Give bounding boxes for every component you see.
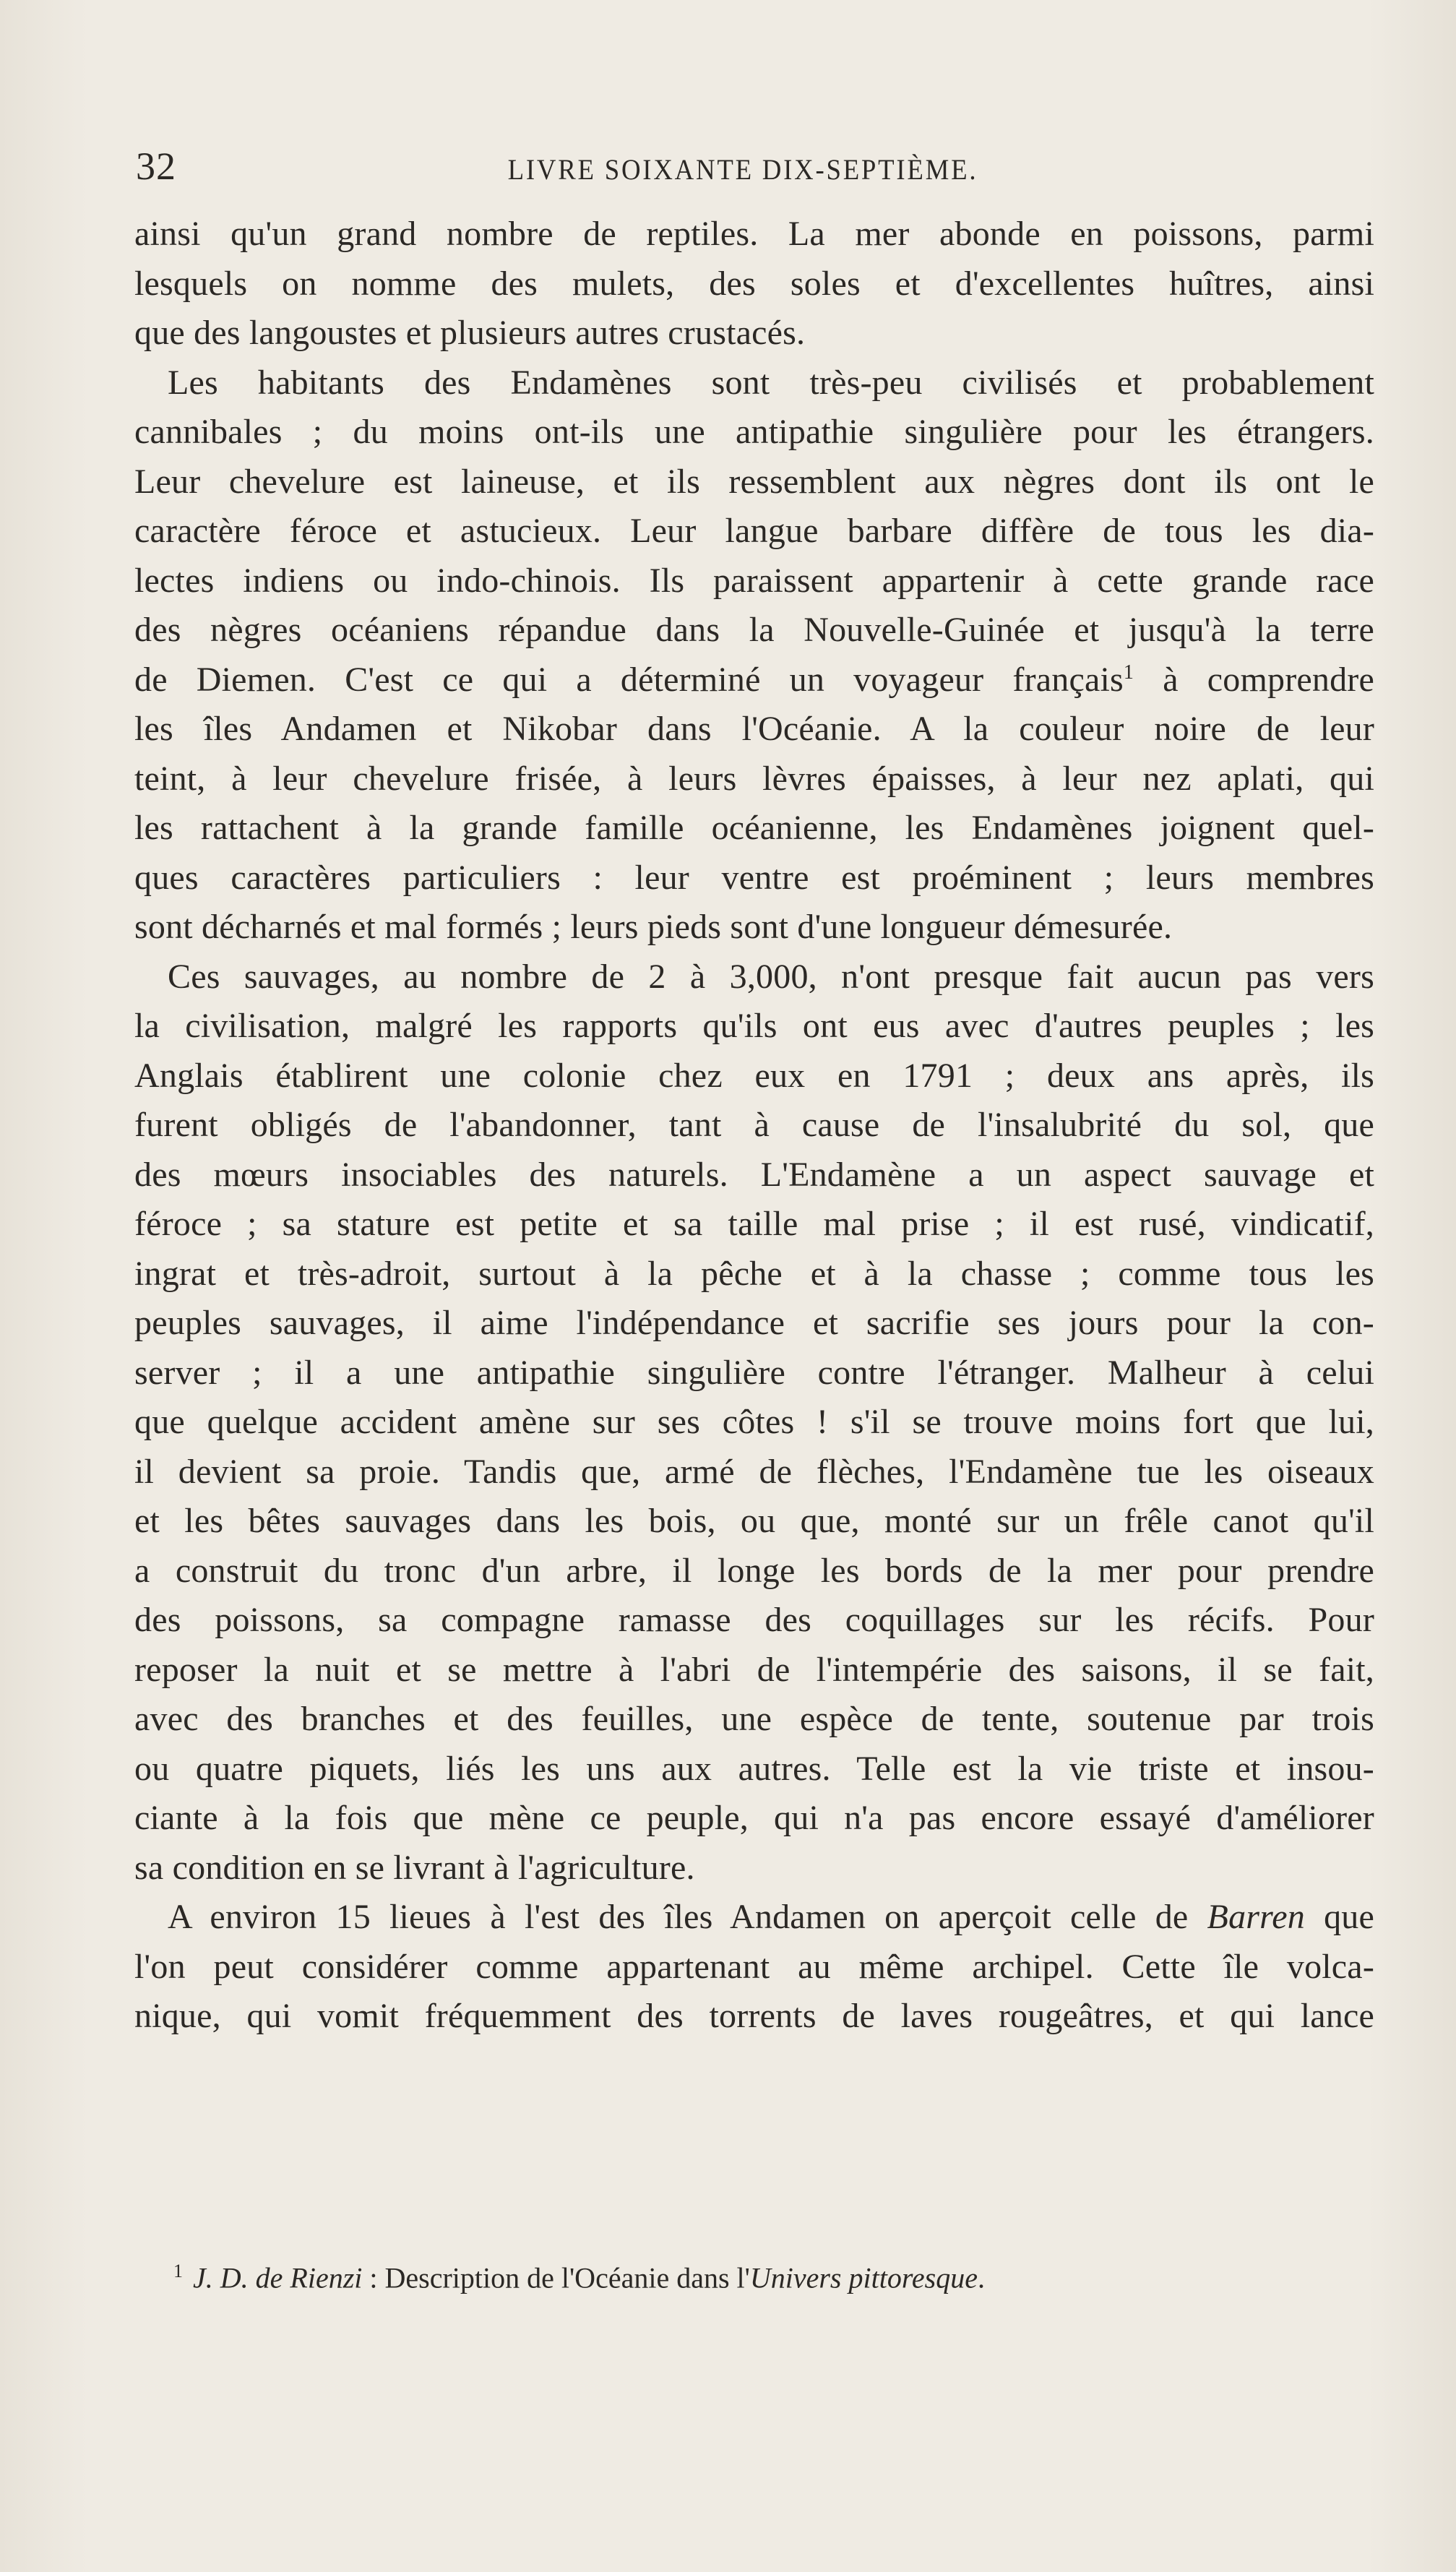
text-line-continuation: que — [1304, 1898, 1374, 1936]
text-line-content: teint, à leur chevelure frisée, à leurs lèvres épaisses, à leur nez aplati, qui — [134, 759, 1374, 798]
footnote-mark: 1 — [173, 2261, 183, 2281]
text-line — [134, 952, 1374, 1002]
text-line — [134, 210, 1374, 259]
text-line-content: sont décharnés et mal formés ; leurs pieds sont d'une longueur démesurée. — [134, 908, 1173, 946]
text-line — [134, 606, 1374, 655]
text-line — [134, 309, 1374, 358]
text-line-content: les îles Andamen et Nikobar dans l'Océanie. A la couleur noire de leur — [134, 710, 1374, 748]
text-line — [134, 1992, 1374, 2042]
text-line-content: la civilisation, malgré les rapports qu'ils ont eus avec d'autres peuples ; les — [134, 1007, 1374, 1045]
text-line — [134, 1299, 1374, 1349]
text-line-content: l'on peut considérer comme appartenant au même archipel. Cette île volca- — [134, 1947, 1374, 1986]
text-line-content: A environ 15 lieues à l'est des îles Andamen on aperçoit celle de — [168, 1898, 1207, 1936]
text-line-content: et les bêtes sauvages dans les bois, ou que, monté sur un frêle canot qu'il — [134, 1502, 1374, 1540]
text-line-content: Leur chevelure est laineuse, et ils ressemblent aux nègres dont ils ont le — [134, 462, 1374, 501]
text-line — [134, 507, 1374, 556]
text-line — [134, 853, 1374, 903]
text-line-content: ques caractères particuliers : leur ventre est proéminent ; leurs membres — [134, 858, 1374, 897]
text-line-content: ainsi qu'un grand nombre de reptiles. La mer abonde en poissons, parmi — [134, 215, 1374, 253]
text-line — [134, 1002, 1374, 1051]
text-line-continuation: à comprendre — [1134, 660, 1374, 699]
text-line-content: sa condition en se livrant à l'agriculture. — [134, 1848, 695, 1887]
footnote — [173, 2253, 985, 2296]
text-line — [134, 1150, 1374, 1200]
text-line-content: lectes indiens ou indo-chinois. Ils paraissent appartenir à cette grande race — [134, 561, 1374, 600]
body-text — [134, 210, 1374, 2042]
text-line — [134, 1398, 1374, 1448]
text-line — [134, 1349, 1374, 1398]
text-line — [134, 1745, 1374, 1794]
text-line-content: féroce ; sa stature est petite et sa taille mal prise ; il est rusé, vindicatif, — [134, 1205, 1374, 1243]
text-line-content: server ; il a une antipathie singulière contre l'étranger. Malheur à celui — [134, 1353, 1374, 1392]
text-line-content: ou quatre piquets, liés les uns aux autres. Telle est la vie triste et insou- — [134, 1749, 1374, 1788]
footnote-text: : Description de l'Océanie dans l' — [362, 2261, 750, 2294]
text-line-content: les rattachent à la grande famille océanienne, les Endamènes joignent quel- — [134, 809, 1374, 847]
running-title: LIVRE SOIXANTE DIX-SEPTIÈME. — [507, 153, 978, 186]
text-line — [134, 1893, 1374, 1943]
text-line — [134, 1101, 1374, 1150]
italic-place-name: Barren — [1207, 1898, 1305, 1936]
text-line — [134, 754, 1374, 804]
text-line-content: des nègres océaniens répandue dans la Nouvelle-Guinée et jusqu'à la terre — [134, 611, 1374, 649]
text-line — [134, 1497, 1374, 1547]
footnote-author: J. D. de Rienzi — [193, 2261, 363, 2294]
text-line — [134, 1794, 1374, 1844]
text-line — [134, 556, 1374, 606]
footnote-end: . — [977, 2261, 985, 2294]
text-line — [134, 457, 1374, 507]
footnote-reference: 1 — [1123, 661, 1134, 684]
page-number: 32 — [136, 145, 176, 188]
text-line-content: caractère féroce et astucieux. Leur langue barbare diffère de tous les dia- — [134, 512, 1374, 550]
text-line-content: avec des branches et des feuilles, une espèce de tente, soutenue par trois — [134, 1700, 1374, 1738]
text-line-content: des poissons, sa compagne ramasse des coquillages sur les récifs. Pour — [134, 1601, 1374, 1639]
text-line — [134, 358, 1374, 408]
text-line — [134, 1250, 1374, 1299]
text-line — [134, 1547, 1374, 1596]
text-line — [134, 1943, 1374, 1992]
text-line-content: que quelque accident amène sur ses côtes ! s'il se trouve moins fort que lui, — [134, 1403, 1374, 1441]
text-line — [134, 705, 1374, 754]
text-line-content: il devient sa proie. Tandis que, armé de flèches, l'Endamène tue les oiseaux — [134, 1452, 1374, 1491]
text-line — [134, 903, 1374, 952]
text-line-content: que des langoustes et plusieurs autres crustacés. — [134, 314, 806, 352]
text-line-content: nique, qui vomit fréquemment des torrents de laves rougeâtres, et qui lance — [134, 1997, 1374, 2035]
text-line — [134, 655, 1374, 705]
text-line-content: reposer la nuit et se mettre à l'abri de l'intempérie des saisons, il se fait, — [134, 1650, 1374, 1689]
text-line — [134, 1596, 1374, 1646]
text-line — [134, 1695, 1374, 1745]
text-line — [134, 1051, 1374, 1101]
text-line — [134, 1448, 1374, 1497]
text-line-content: cannibales ; du moins ont-ils une antipathie singulière pour les étrangers. — [134, 413, 1374, 451]
text-line-content: Ces sauvages, au nombre de 2 à 3,000, n'ont presque fait aucun pas vers — [168, 957, 1374, 996]
text-line-content: furent obligés de l'abandonner, tant à cause de l'insalubrité du sol, que — [134, 1106, 1374, 1144]
text-line-content: Anglais établirent une colonie chez eux en 1791 ; deux ans après, ils — [134, 1056, 1374, 1095]
text-line-content: ingrat et très-adroit, surtout à la pêche et à la chasse ; comme tous les — [134, 1254, 1374, 1293]
text-line-content: lesquels on nomme des mulets, des soles et d'excellentes huîtres, ainsi — [134, 264, 1374, 303]
text-line — [134, 1844, 1374, 1893]
text-line-content: Les habitants des Endamènes sont très-peu civilisés et probablement — [168, 363, 1374, 402]
text-line — [134, 408, 1374, 457]
text-line — [134, 804, 1374, 853]
text-line-content: des mœurs insociables des naturels. L'Endamène a un aspect sauvage et — [134, 1155, 1374, 1194]
text-line-content: peuples sauvages, il aime l'indépendance et sacrifie ses jours pour la con- — [134, 1304, 1374, 1342]
text-line — [134, 1646, 1374, 1695]
text-line — [134, 259, 1374, 309]
text-line-content: de Diemen. C'est ce qui a déterminé un voyageur français — [134, 660, 1124, 699]
footnote-work: Univers pittoresque — [749, 2261, 978, 2294]
text-line — [134, 1200, 1374, 1250]
text-line-content: ciante à la fois que mène ce peuple, qui n'a pas encore essayé d'améliorer — [134, 1799, 1374, 1837]
page-header — [136, 145, 1350, 195]
text-line-content: a construit du tronc d'un arbre, il longe les bords de la mer pour prendre — [134, 1551, 1374, 1590]
